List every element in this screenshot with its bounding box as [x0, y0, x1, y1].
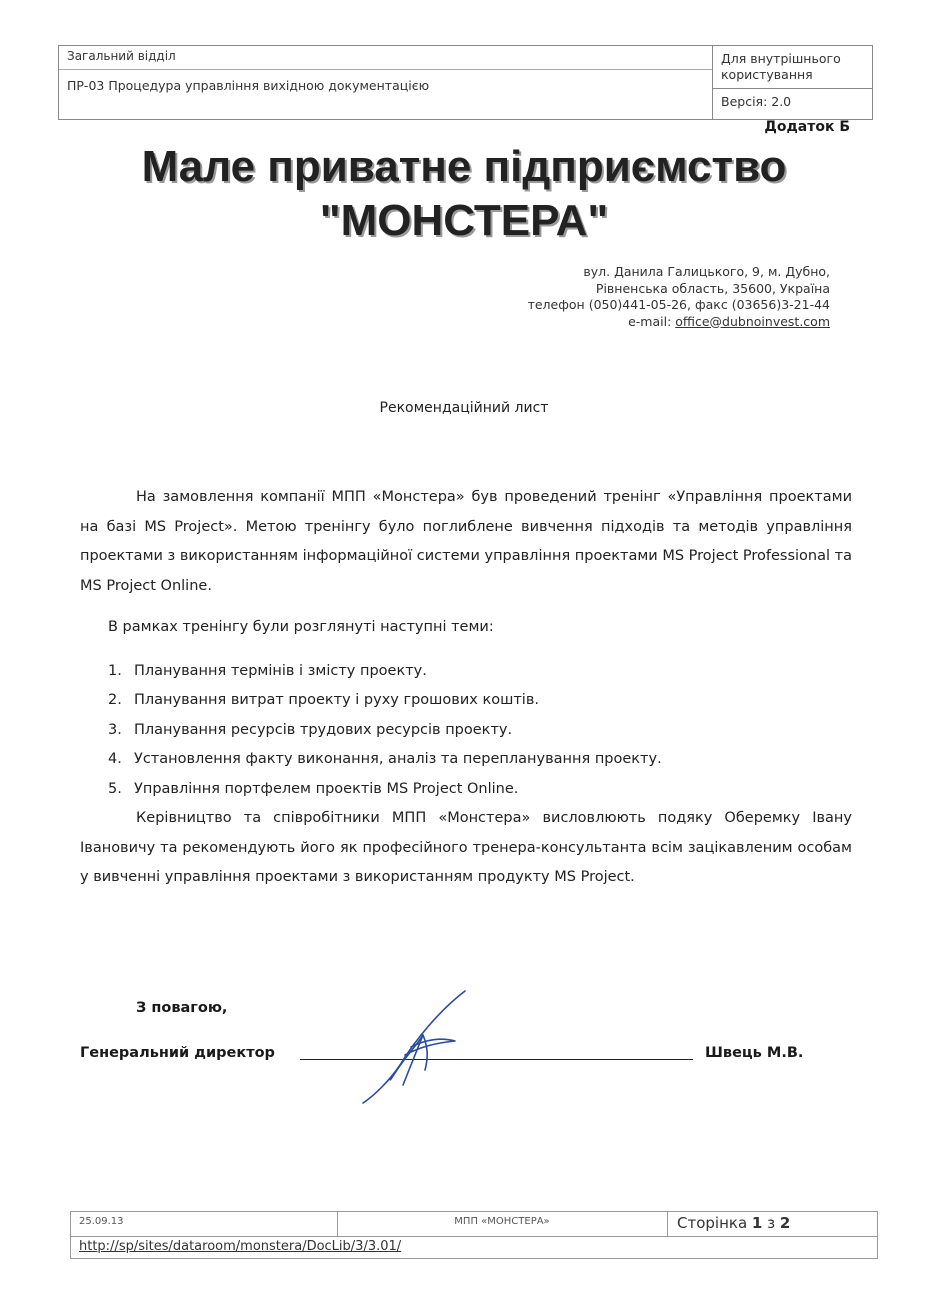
list-number: 1. [108, 662, 122, 679]
company-name [0, 140, 928, 248]
list-number: 2. [108, 692, 122, 708]
footer-divider [667, 1212, 668, 1236]
list-item [108, 775, 852, 805]
usage-label: Для внутрішнього користування [721, 51, 841, 82]
document-footer-table [70, 1211, 878, 1259]
footer-url-link[interactable]: http://sp/sites/dataroom/monstera/DocLib/3/3.01/ [79, 1239, 402, 1254]
list-item [108, 686, 852, 716]
signer-position: Генеральний директор [80, 1045, 275, 1061]
page-label: Сторінка [677, 1214, 752, 1232]
intro-paragraph: На замовлення компанії МПП «Монстера» був проведений тренінг «Управління проектами на базі MS Project». Метою тренінгу було поглиблене вивчення підходів та методів управління проектами з використанням інформаційної системи управління проектами MS Project Professional та MS Project Online. [80, 489, 852, 594]
header-right-cell [713, 46, 872, 119]
list-item [108, 716, 852, 746]
letter-body [80, 483, 852, 893]
company-name-line2: "МОНСТЕРА" [319, 196, 609, 245]
list-number: 4. [108, 751, 122, 767]
page-total: 2 [779, 1214, 791, 1232]
list-text: Планування термінів і змісту проекту. [134, 662, 427, 679]
address-street: вул. Данила Галицького, 9, м. Дубно, [583, 264, 830, 279]
address-phone: телефон (050)441-05-26, факс (03656)3-21-44 [527, 297, 830, 312]
page-indicator [677, 1214, 790, 1232]
appendix-label: Додаток Б [764, 119, 850, 135]
header-divider [59, 69, 712, 70]
company-address [528, 264, 830, 330]
email-link[interactable]: office@dubnoinvest.com [675, 313, 830, 329]
footer-row [71, 1212, 877, 1237]
address-region: Рівненська область, 35600, Україна [595, 280, 830, 296]
list-text: Планування витрат проекту і руху грошових коштів. [134, 692, 539, 708]
address-email-row [528, 314, 830, 331]
handwritten-signature [345, 985, 505, 1110]
list-text: Управління портфелем проектів MS Project Online. [134, 780, 519, 797]
list-number: 3. [108, 721, 122, 738]
procedure-label: ПР-03 Процедура управління вихідною документацією [67, 78, 430, 93]
header-right-divider [713, 88, 872, 89]
topics-lead: В рамках тренінгу були розглянуті наступні теми: [108, 619, 494, 635]
list-number: 5. [108, 780, 122, 797]
signer-name: Швець М.В. [705, 1045, 804, 1061]
document-title: Рекомендаційний лист [379, 400, 549, 416]
regards-label: З повагою, [136, 1000, 228, 1016]
closing-paragraph: Керівництво та співробітники МПП «Монстера» висловлюють подяку Оберемку Івану Івановичу та рекомендують його як професійного тренера-консультанта всім зацікавленим особам у вивченні управління проектами з використанням продукту MS Project. [80, 810, 852, 885]
footer-org: МПП «МОНСТЕРА» [454, 1216, 550, 1227]
email-label: e-mail: [628, 313, 676, 329]
list-text: Установлення факту виконання, аналіз та перепланування проекту. [134, 751, 662, 767]
version-label: Версія: 2.0 [721, 94, 792, 109]
department-label: Загальний відділ [67, 49, 176, 63]
footer-date: 25.09.13 [79, 1216, 124, 1227]
page-separator: з [762, 1214, 780, 1232]
list-item [108, 745, 852, 775]
page-current: 1 [751, 1214, 763, 1232]
company-name-line1: Мале приватне підприємство [141, 142, 787, 191]
list-text: Планування ресурсів трудових ресурсів проекту. [134, 721, 513, 738]
header-left-cell [59, 46, 713, 119]
list-item [108, 657, 852, 687]
topics-list [80, 657, 852, 805]
document-header-table [58, 45, 873, 120]
